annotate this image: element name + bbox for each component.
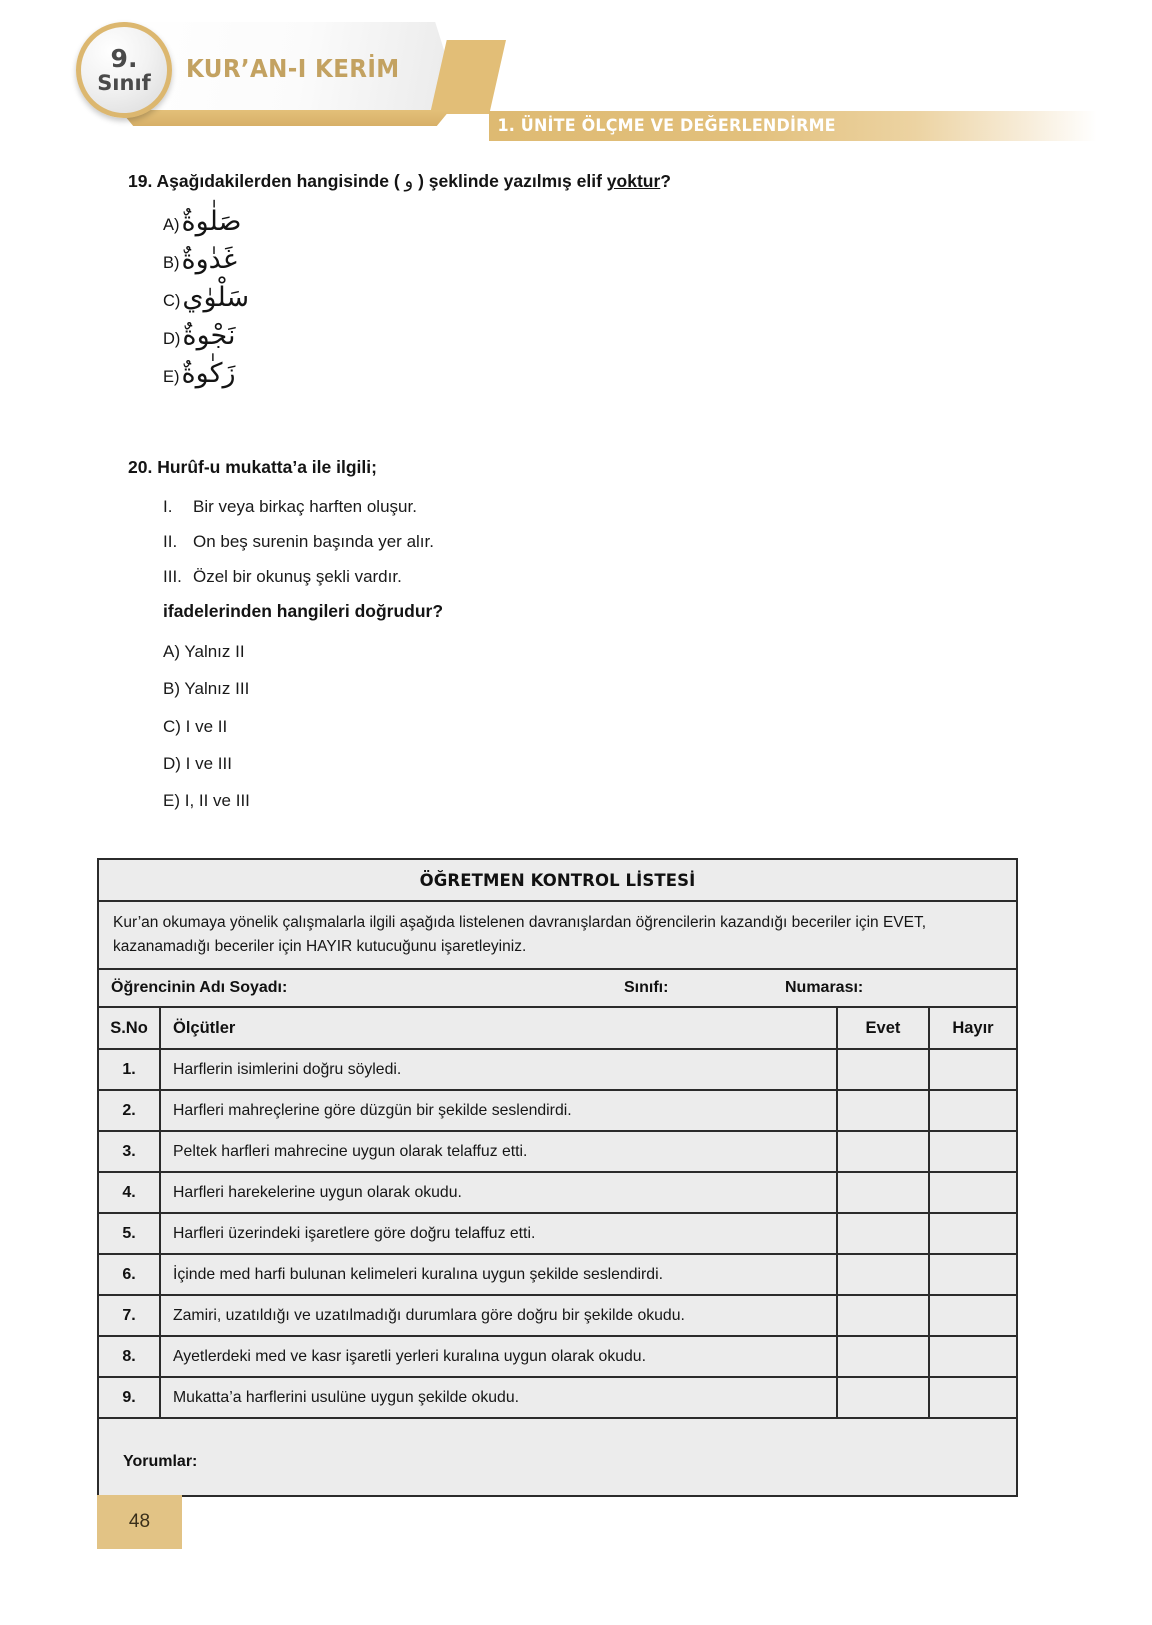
checklist-description-row (98, 901, 1017, 969)
row-4-number: 4. (98, 1172, 160, 1213)
option-e[interactable] (163, 360, 1152, 398)
row-6-yes-checkbox[interactable] (837, 1254, 929, 1295)
row-6-criteria: İçinde med harfi bulunan kelimeleri kuralına uygun şekilde seslendirdi. (160, 1254, 837, 1295)
question-20-options (0, 642, 1152, 812)
table-row (98, 1131, 1017, 1172)
row-9-criteria: Mukatta’a harflerini usulüne uygun şekilde okudu. (160, 1377, 837, 1418)
option-b[interactable] (163, 246, 1152, 284)
option-c-arabic: سَلْوٰي (182, 282, 250, 314)
q20-option-d[interactable]: D) I ve III (163, 753, 232, 773)
question-19-stem-arabic: و (404, 171, 414, 192)
q20-option-c[interactable]: C) I ve II (163, 716, 228, 736)
roman-item-3 (163, 566, 1152, 589)
row-1-number: 1. (98, 1049, 160, 1090)
roman-item-2-num: II. (163, 531, 178, 551)
option-d-arabic: نَجْوةٌ (182, 320, 236, 352)
question-20-number: 20. (128, 457, 153, 478)
option-d-letter: D) (163, 330, 181, 349)
page-number: 48 (97, 1495, 182, 1549)
option-e-letter: E) (163, 368, 180, 387)
question-20-stem (0, 456, 1152, 480)
grade-label: Sınıf (97, 71, 151, 96)
roman-item-1 (163, 496, 1152, 519)
row-7-criteria: Zamiri, uzatıldığı ve uzatılmadığı durumlara göre doğru bir şekilde okudu. (160, 1295, 837, 1336)
row-4-no-checkbox[interactable] (929, 1172, 1017, 1213)
question-19 (0, 170, 1152, 398)
question-20-subprompt: ifadelerinden hangileri doğrudur? (163, 600, 444, 621)
roman-item-1-text: Bir veya birkaç harften oluşur. (193, 496, 417, 516)
checklist-description: Kur’an okumaya yönelik çalışmalarla ilgili aşağıda listelenen davranışlardan öğrencilerin kazandığı beceriler için EVET, kazanamadığı beceriler için HAYIR kutucuğunu işaretleyiniz. (98, 901, 1017, 969)
row-3-yes-checkbox[interactable] (837, 1131, 929, 1172)
row-9-number: 9. (98, 1377, 160, 1418)
row-1-criteria: Harflerin isimlerini doğru söyledi. (160, 1049, 837, 1090)
row-2-no-checkbox[interactable] (929, 1090, 1017, 1131)
row-1-yes-checkbox[interactable] (837, 1049, 929, 1090)
page-content (0, 170, 1152, 829)
row-4-yes-checkbox[interactable] (837, 1172, 929, 1213)
book-title: KUR’AN-I KERİM (186, 54, 400, 83)
row-3-no-checkbox[interactable] (929, 1131, 1017, 1172)
question-20-roman-list (0, 496, 1152, 589)
table-row (98, 1336, 1017, 1377)
row-7-number: 7. (98, 1295, 160, 1336)
row-5-no-checkbox[interactable] (929, 1213, 1017, 1254)
row-7-yes-checkbox[interactable] (837, 1295, 929, 1336)
table-row (98, 1172, 1017, 1213)
option-a[interactable] (163, 208, 1152, 246)
page-header (0, 0, 1152, 170)
table-row (98, 1090, 1017, 1131)
option-c-letter: C) (163, 292, 181, 311)
q20-option-a[interactable]: A) Yalnız II (163, 641, 245, 661)
question-20 (0, 456, 1152, 811)
student-info-row (98, 969, 1017, 1007)
unit-banner (489, 111, 1097, 141)
table-row (98, 1377, 1017, 1418)
row-8-criteria: Ayetlerdeki med ve kasr işaretli yerleri kuralına uygun olarak okudu. (160, 1336, 837, 1377)
row-8-yes-checkbox[interactable] (837, 1336, 929, 1377)
column-header-criteria: Ölçütler (160, 1007, 837, 1049)
option-b-letter: B) (163, 254, 180, 273)
row-5-yes-checkbox[interactable] (837, 1213, 929, 1254)
student-number-label: Numarası: (785, 979, 864, 997)
row-3-number: 3. (98, 1131, 160, 1172)
option-b-arabic: غَدٰوةٌ (181, 244, 237, 276)
row-4-criteria: Harfleri harekelerine uygun olarak okudu. (160, 1172, 837, 1213)
row-3-criteria: Peltek harfleri mahrecine uygun olarak telaffuz etti. (160, 1131, 837, 1172)
row-5-criteria: Harfleri üzerindeki işaretlere göre doğru telaffuz etti. (160, 1213, 837, 1254)
question-19-stem-before: Aşağıdakilerden hangisinde ( (156, 171, 405, 191)
checklist-title-row (98, 859, 1017, 901)
row-8-no-checkbox[interactable] (929, 1336, 1017, 1377)
comments-cell[interactable] (98, 1418, 1017, 1496)
option-d[interactable] (163, 322, 1152, 360)
question-20-stem-text: Hurûf-u mukatta’a ile ilgili; (157, 457, 377, 478)
table-row (98, 1295, 1017, 1336)
comments-label: Yorumlar: (123, 1453, 198, 1471)
question-19-stem-underlined: yoktur (606, 171, 661, 191)
grade-number: 9. (110, 43, 138, 73)
question-19-options (0, 208, 1152, 398)
roman-item-2-text: On beş surenin başında yer alır. (193, 531, 434, 551)
column-header-sno: S.No (98, 1007, 160, 1049)
row-2-number: 2. (98, 1090, 160, 1131)
row-6-no-checkbox[interactable] (929, 1254, 1017, 1295)
row-6-number: 6. (98, 1254, 160, 1295)
question-19-number: 19. (128, 171, 153, 191)
column-header-yes: Evet (837, 1007, 929, 1049)
comments-row (98, 1418, 1017, 1496)
checklist-table (97, 858, 1018, 1497)
option-c[interactable] (163, 284, 1152, 322)
table-row (98, 1213, 1017, 1254)
student-class-label: Sınıfı: (624, 979, 669, 997)
student-name-label: Öğrencinin Adı Soyadı: (111, 979, 288, 997)
option-a-letter: A) (163, 216, 180, 235)
question-19-stem (0, 170, 1152, 194)
roman-item-1-num: I. (163, 496, 173, 516)
teacher-checklist (97, 858, 1018, 1497)
student-info-cell[interactable] (98, 969, 1017, 1007)
column-header-no: Hayır (929, 1007, 1017, 1049)
question-19-stem-middle: ) şeklinde yazılmış elif (413, 171, 607, 191)
row-9-yes-checkbox[interactable] (837, 1377, 929, 1418)
row-9-no-checkbox[interactable] (929, 1377, 1017, 1418)
row-5-number: 5. (98, 1213, 160, 1254)
checklist-title: ÖĞRETMEN KONTROL LİSTESİ (98, 859, 1017, 901)
question-19-stem-after: ? (660, 171, 671, 191)
table-row (98, 1254, 1017, 1295)
row-2-yes-checkbox[interactable] (837, 1090, 929, 1131)
q20-option-e[interactable]: E) I, II ve III (163, 791, 250, 811)
option-a-arabic: صَلٰوةٌ (181, 206, 242, 238)
checklist-header-row (98, 1007, 1017, 1049)
roman-item-2 (163, 531, 1152, 554)
row-1-no-checkbox[interactable] (929, 1049, 1017, 1090)
header-ribbon-gold-underline (120, 110, 450, 126)
row-2-criteria: Harfleri mahreçlerine göre düzgün bir şekilde seslendirdi. (160, 1090, 837, 1131)
grade-badge (76, 22, 172, 118)
roman-item-3-text: Özel bir okunuş şekli vardır. (193, 566, 402, 586)
q20-option-b[interactable]: B) Yalnız III (163, 679, 250, 699)
table-row (98, 1049, 1017, 1090)
row-7-no-checkbox[interactable] (929, 1295, 1017, 1336)
option-e-arabic: زَكٰوةٌ (181, 358, 236, 390)
unit-banner-label: 1. ÜNİTE ÖLÇME VE DEĞERLENDİRME (497, 116, 836, 136)
roman-item-3-num: III. (163, 566, 182, 586)
row-8-number: 8. (98, 1336, 160, 1377)
